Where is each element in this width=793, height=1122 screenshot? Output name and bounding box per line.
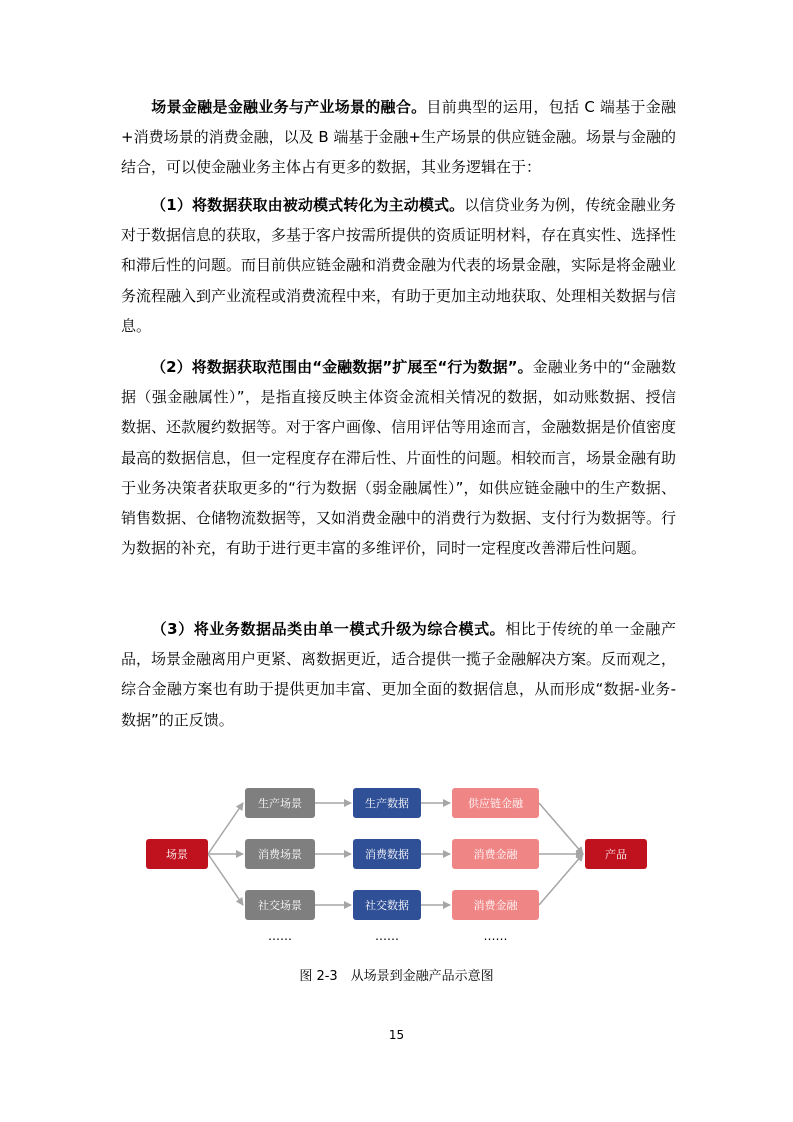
scene-box-1	[245, 788, 315, 818]
finance-box-3	[452, 890, 539, 920]
paragraph-3	[121, 352, 676, 563]
paragraph-1	[121, 92, 676, 183]
scene-box-3	[245, 890, 315, 920]
paragraph-1-lead: 场景金融是金融业务与产业场景的融合。	[151, 98, 427, 116]
finance-box-1-label: 供应链金融	[468, 797, 523, 810]
paragraph-1-body: 目前典型的运用，包括 C 端基于金融+消费场景的消费金融，以及 B 端基于金融+生产场景的供应链金融。场景与金融的结合，可以使金融业务主体占有更多的数据，其业务逻辑在于：	[121, 98, 676, 177]
scene-box-2-label: 消费场景	[258, 848, 302, 861]
finance-box-1	[452, 788, 539, 818]
data-box-1	[353, 788, 421, 818]
source-box	[146, 839, 208, 869]
source-box-label: 场景	[166, 848, 188, 861]
paragraph-4	[121, 614, 676, 735]
scene-box-3-label: 社交场景	[258, 899, 302, 912]
data-box-3	[353, 890, 421, 920]
paragraph-2-body: 以信贷业务为例，传统金融业务对于数据信息的获取，多基于客户按需所提供的资质证明材料，存在真实性、选择性和滞后性的问题。而目前供应链金融和消费金融为代表的场景金融，实际是将金融业务流程融入到产业流程或消费流程中来，有助于更加主动地获取、处理相关数据与信息。	[121, 196, 677, 335]
paragraph-2-lead: （1）将数据获取由被动模式转化为主动模式。	[151, 196, 465, 214]
page-number: 15	[388, 1028, 405, 1042]
ellipsis-2: ……	[375, 929, 399, 943]
arrow-finance-to-target-3	[539, 854, 583, 905]
scene-to-product-diagram	[0, 760, 793, 960]
paragraph-4-lead: （3）将业务数据品类由单一模式升级为综合模式。	[151, 620, 506, 638]
scene-box-2	[245, 839, 315, 869]
target-box-label: 产品	[605, 848, 627, 861]
diagram-ellipses	[268, 929, 508, 943]
scene-box-1-label: 生产场景	[258, 797, 302, 810]
data-box-3-label: 社交数据	[365, 899, 409, 912]
figure-caption: 图 2-3 从场景到金融产品示意图	[299, 969, 494, 984]
data-box-2	[353, 839, 421, 869]
finance-box-2	[452, 839, 539, 869]
target-box	[585, 839, 647, 869]
paragraph-3-body: 金融业务中的“金融数据（强金融属性）”，是指直接反映主体资金流相关情况的数据，如动账数据、授信数据、还款履约数据等。对于客户画像、信用评估等用途而言，金融数据是价值密度最高的数据信息，但一定程度存在滞后性、片面性的问题。相较而言，场景金融有助于业务决策者获取更多的“行为数据（弱金融属性）”，如供应链金融中的生产数据、销售数据、仓储物流数据等，又如消费金融中的消费行为数据、支付行为数据等。行为数据的补充，有助于进行更丰富的多维评价，同时一定程度改善滞后性问题。	[121, 358, 677, 558]
ellipsis-1: ……	[268, 929, 292, 943]
paragraph-3-lead: （2）将数据获取范围由“金融数据”扩展至“行为数据”。	[151, 358, 533, 376]
paragraph-2	[121, 190, 676, 341]
ellipsis-3: ……	[483, 929, 508, 943]
arrow-source-to-scene-3	[208, 854, 243, 905]
finance-box-2-label: 消费金融	[473, 848, 518, 861]
finance-box-3-label: 消费金融	[473, 899, 518, 912]
data-box-1-label: 生产数据	[365, 797, 409, 810]
arrow-source-to-scene-1	[208, 803, 243, 854]
data-box-2-label: 消费数据	[365, 848, 409, 861]
arrow-finance-to-target-1	[539, 803, 583, 854]
paragraph-4-body: 相比于传统的单一金融产品，场景金融离用户更紧、离数据更近，适合提供一揽子金融解决方案。反而观之，综合金融方案也有助于提供更加丰富、更加全面的数据信息，从而形成“数据-业务-数据”的正反馈。	[121, 620, 677, 729]
